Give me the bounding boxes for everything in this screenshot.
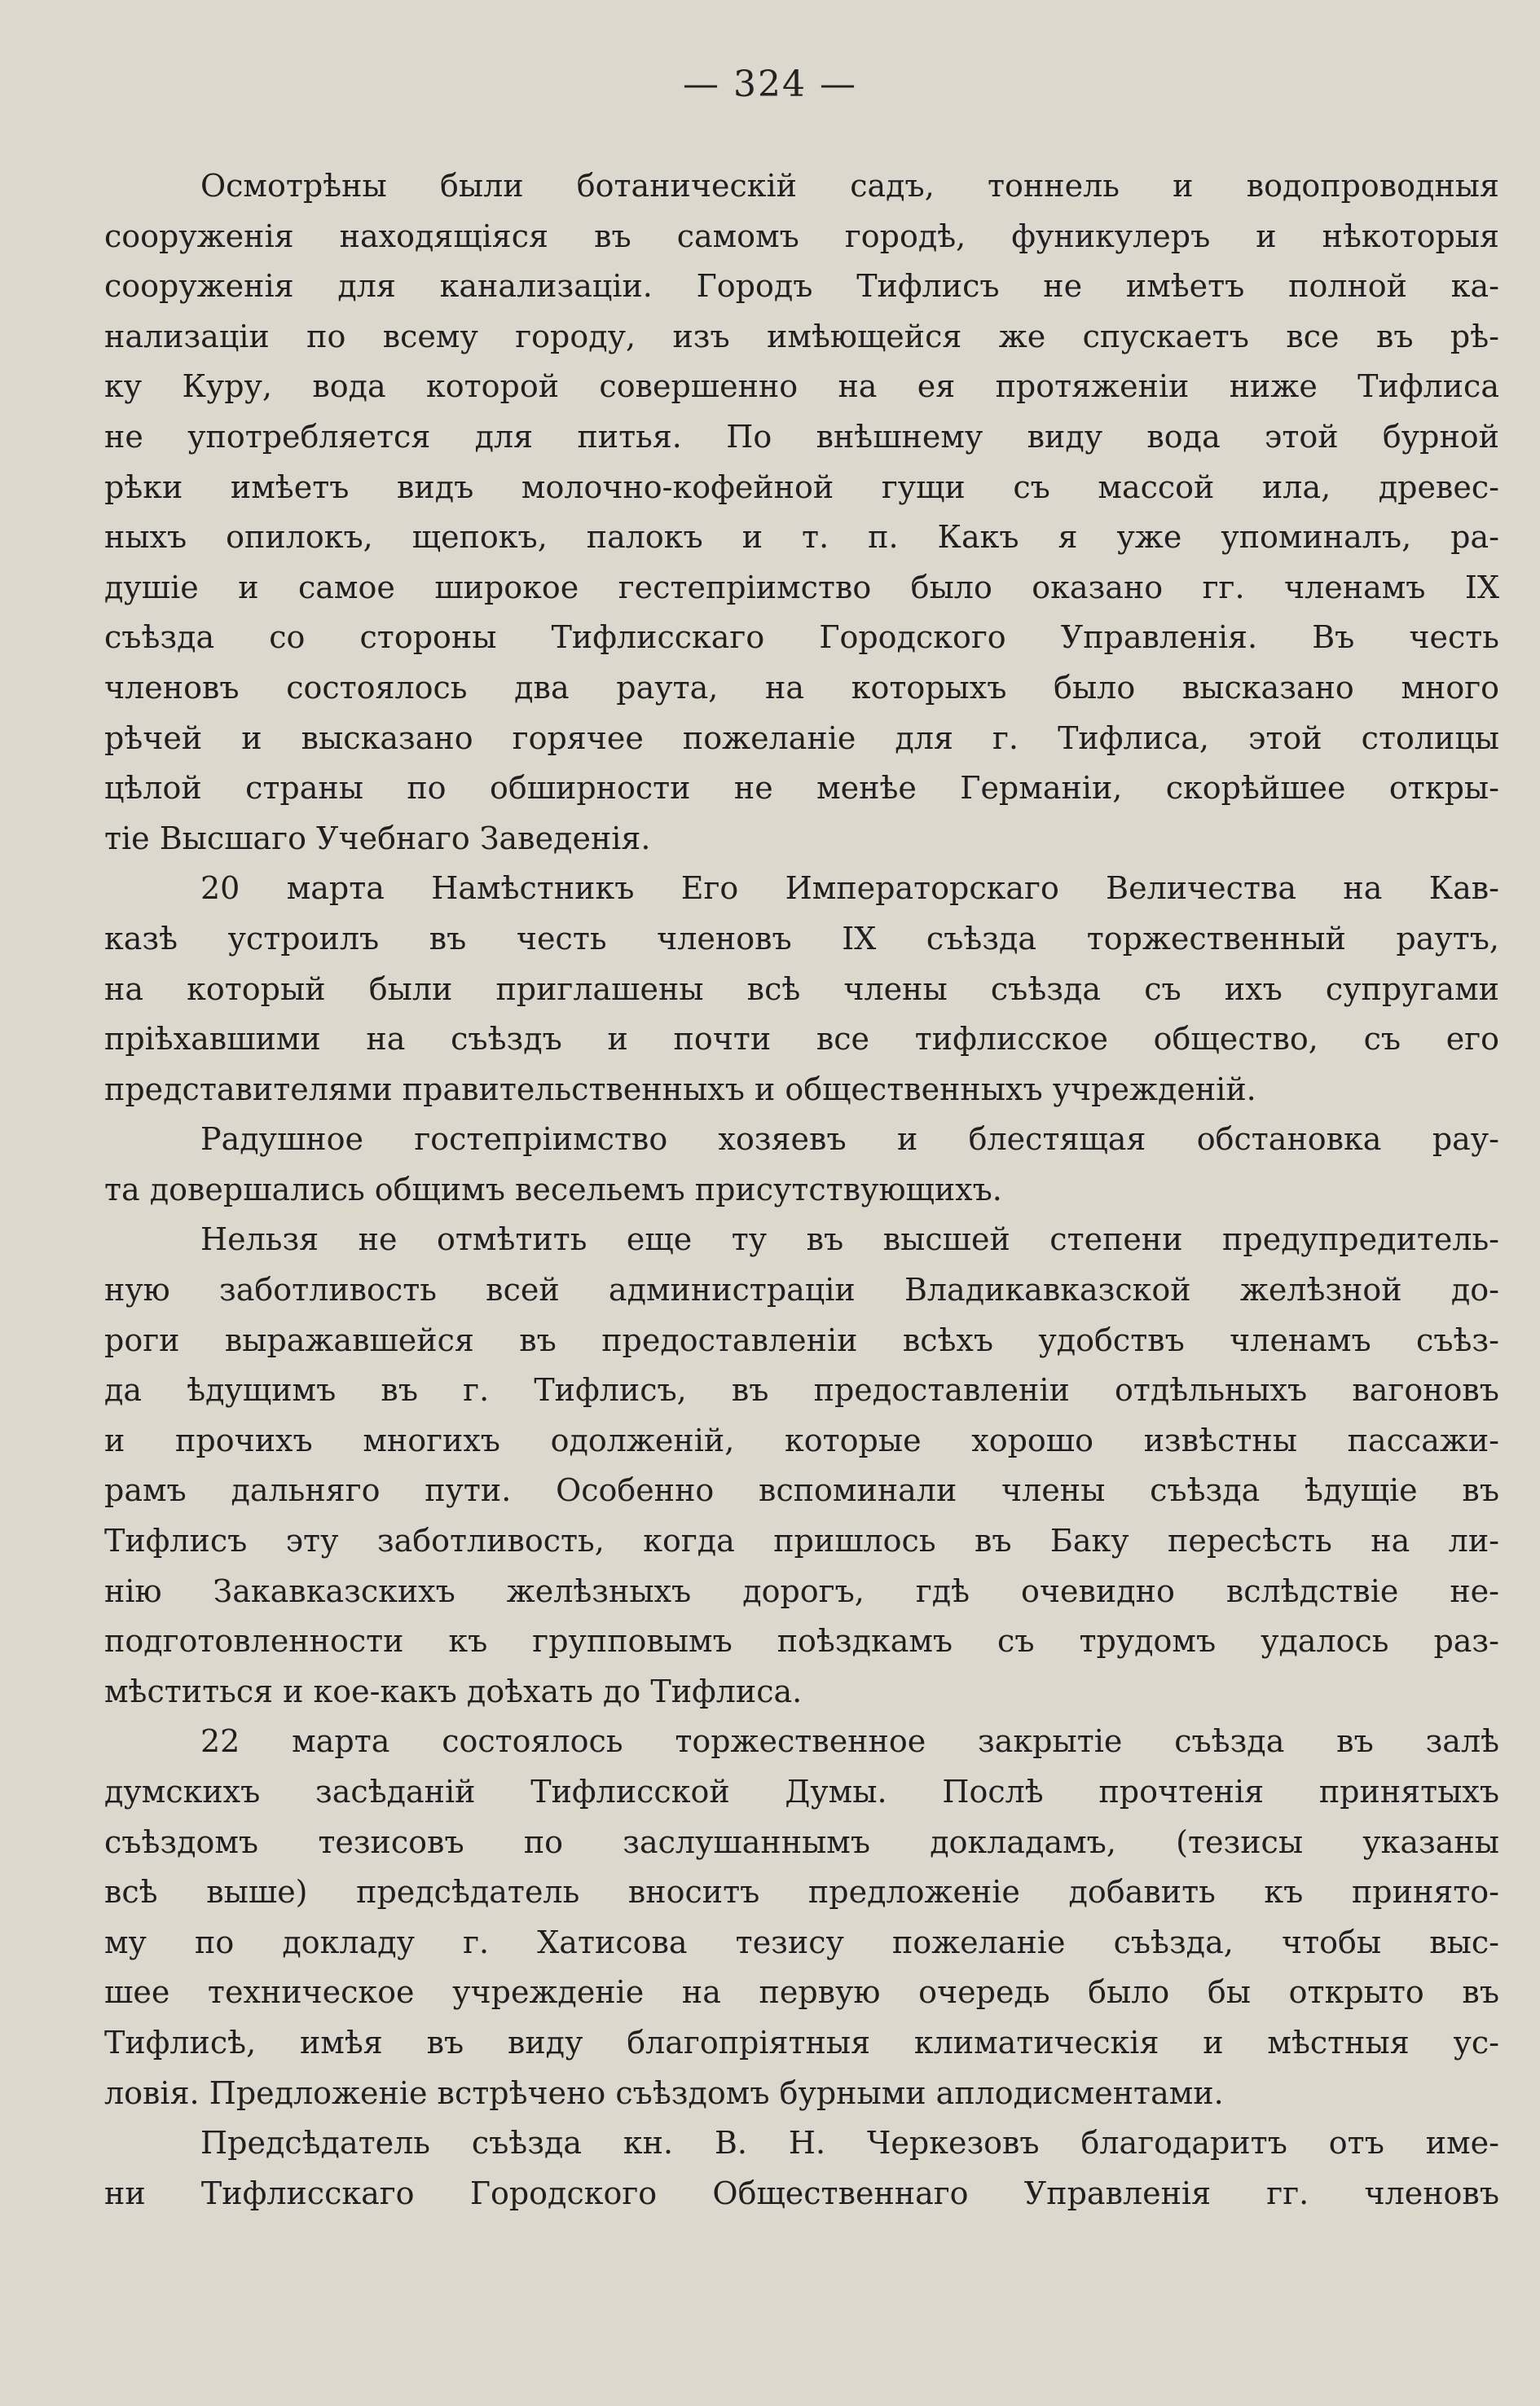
text-line: 22 марта состоялось торжественное закрытіе съѣзда въ залѣ: [200, 1723, 1499, 1760]
text-line: думскихъ засѣданій Тифлисской Думы. Послѣ прочтенія принятыхъ: [104, 1774, 1499, 1810]
text-line: съѣздомъ тезисовъ по заслушаннымъ докладамъ, (тезисы указаны: [104, 1823, 1499, 1860]
text-line: не употребляется для питья. По внѣшнему виду вода этой бурной: [104, 418, 1499, 455]
text-line: Осмотрѣны были ботаническій садъ, тоннель и водопроводныя: [200, 168, 1499, 204]
page-number: — 324 —: [683, 64, 857, 105]
text-line: роги выражавшейся въ предоставленіи всѣхъ удобствъ членамъ съѣз-: [104, 1322, 1499, 1358]
text-line: пріѣхавшими на съѣздъ и почти все тифлисское общество, съ его: [104, 1021, 1499, 1058]
text-line: му по докладу г. Хатисова тезису пожеланіе съѣзда, чтобы выс-: [104, 1924, 1499, 1960]
text-line: казѣ устроилъ въ честь членовъ IX съѣзда торжественный раутъ,: [104, 920, 1499, 957]
text-line: 20 марта Намѣстникъ Его Императорскаго Величества на Кав-: [200, 870, 1499, 907]
text-line: цѣлой страны по обширности не менѣе Германіи, скорѣйшее откры-: [104, 770, 1499, 807]
text-line: нализаціи по всему городу, изъ имѣющейся же спускаетъ все въ рѣ-: [104, 318, 1499, 354]
text-line: подготовленности къ групповымъ поѣздкамъ съ трудомъ удалось раз-: [104, 1623, 1499, 1660]
text-line: нію Закавказскихъ желѣзныхъ дорогъ, гдѣ очевидно вслѣдствіе не-: [104, 1572, 1499, 1609]
text-line: шее техническое учрежденіе на первую очередь было бы открыто въ: [104, 1974, 1499, 2011]
text-line: ку Куру, вода которой совершенно на ея протяженіи ниже Тифлиса: [104, 368, 1499, 405]
text-line: на который были приглашены всѣ члены съѣзда съ ихъ супругами: [104, 970, 1499, 1007]
text-line: Нельзя не отмѣтить еще ту въ высшей степени предупредитель-: [200, 1221, 1499, 1258]
text-line: съѣзда со стороны Тифлисскаго Городского Управленія. Въ честь: [104, 619, 1499, 656]
text-line: ныхъ опилокъ, щепокъ, палокъ и т. п. Какъ я уже упоминалъ, ра-: [104, 519, 1499, 556]
text-line: представителями правительственныхъ и общественныхъ учрежденій.: [104, 1071, 1256, 1107]
text-line: ную заботливость всей администраціи Владикавказской желѣзной до-: [104, 1272, 1499, 1309]
text-line: всѣ выше) предсѣдатель вноситъ предложеніе добавить къ принято-: [104, 1874, 1499, 1911]
text-line: и прочихъ многихъ одолженій, которые хорошо извѣстны пассажи-: [104, 1422, 1499, 1458]
text-line: да ѣдущимъ въ г. Тифлисъ, въ предоставленіи отдѣльныхъ вагоновъ: [104, 1372, 1499, 1409]
text-line: ловія. Предложеніе встрѣчено съѣздомъ бурными аплодисментами.: [104, 2074, 1224, 2111]
text-line: Тифлисъ эту заботливость, когда пришлось въ Баку пересѣсть на ли-: [104, 1523, 1499, 1559]
text-line: ни Тифлисскаго Городского Общественнаго Управленія гг. членовъ: [104, 2175, 1499, 2211]
text-line: рѣки имѣетъ видъ молочно-кофейной гущи съ массой ила, древес-: [104, 468, 1499, 505]
text-line: мѣститься и кое-какъ доѣхать до Тифлиса.: [104, 1673, 803, 1709]
text-line: тіе Высшаго Учебнаго Заведенія.: [104, 820, 651, 856]
text-line: Радушное гостепріимство хозяевъ и блестящая обстановка рау-: [200, 1121, 1499, 1158]
text-line: членовъ состоялось два раута, на которыхъ было высказано много: [104, 669, 1499, 706]
text-line: рамъ дальняго пути. Особенно вспоминали члены съѣзда ѣдущіе въ: [104, 1472, 1499, 1509]
text-line: Предсѣдатель съѣзда кн. В. Н. Черкезовъ благодаритъ отъ име-: [200, 2125, 1499, 2162]
text-line: Тифлисѣ, имѣя въ виду благопріятныя климатическія и мѣстныя ус-: [104, 2024, 1499, 2061]
body-text: [104, 161, 1499, 2219]
text-line: сооруженія для канализаціи. Городъ Тифлисъ не имѣетъ полной ка-: [104, 268, 1499, 305]
text-line: рѣчей и высказано горячее пожеланіе для г. Тифлиса, этой столицы: [104, 719, 1499, 756]
text-line: та довершались общимъ весельемъ присутствующихъ.: [104, 1171, 1002, 1207]
text-line: сооруженія находящіяся въ самомъ городѣ, фуникулеръ и нѣкоторыя: [104, 218, 1499, 254]
text-line: душіе и самое широкое гестепріимство было оказано гг. членамъ IX: [104, 569, 1499, 605]
